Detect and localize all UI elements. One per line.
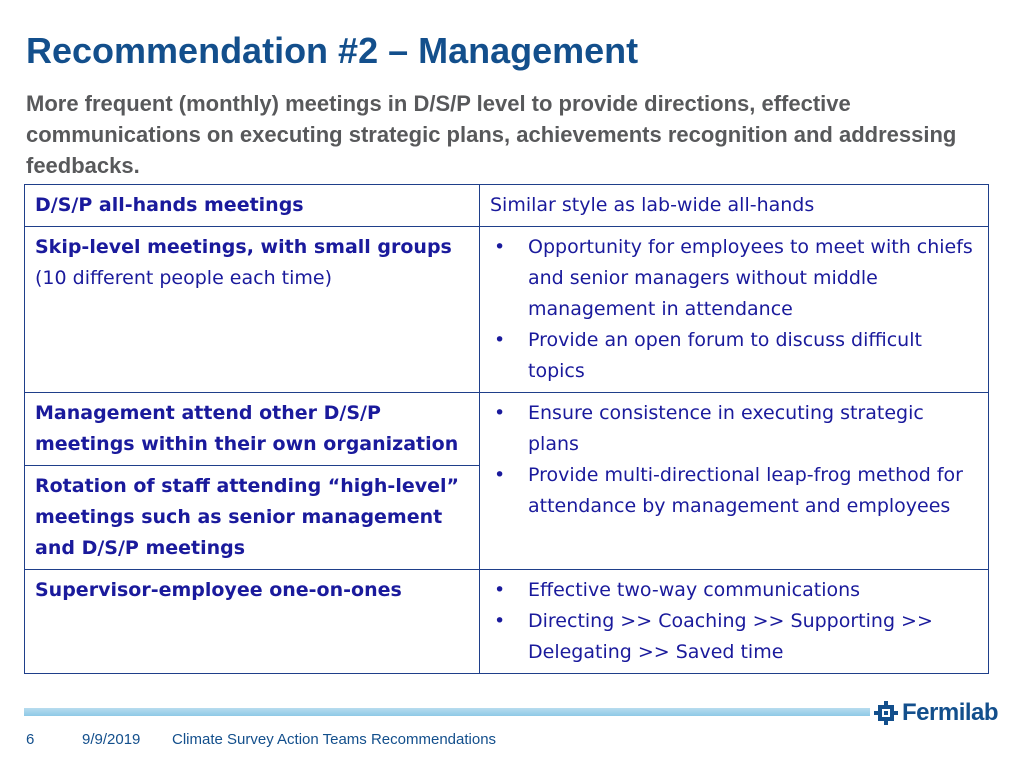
table-cell (480, 393, 989, 570)
table-row (25, 185, 989, 227)
table-cell (480, 227, 989, 393)
bullet-list (490, 398, 978, 522)
list-item: • Provide multi-directional leap-frog method for attendance by management and employees (490, 460, 978, 522)
table-cell (480, 185, 989, 227)
fermilab-logo (874, 700, 998, 726)
list-item: • Effective two-way communications (490, 575, 978, 606)
table-row (25, 393, 989, 466)
page-number: 6 (26, 731, 35, 748)
list-item: • Ensure consistence in executing strategic plans (490, 398, 978, 460)
footer-caption: Climate Survey Action Teams Recommendations (172, 731, 497, 748)
table-cell (25, 570, 480, 674)
bullet-list (490, 232, 978, 387)
table-row (25, 227, 989, 393)
row-heading-note: (10 different people each time) (35, 267, 333, 289)
fermilab-icon (874, 701, 898, 725)
row-heading: Skip-level meetings, with small groups (35, 236, 452, 258)
footer-date: 9/9/2019 (82, 731, 141, 748)
row-heading: D/S/P all-hands meetings (35, 194, 304, 216)
list-item: • Provide an open forum to discuss difficult topics (490, 325, 978, 387)
logo-text: Fermilab (902, 699, 999, 726)
slide-title: Recommendation #2 – Management (26, 30, 639, 71)
table-cell (25, 393, 480, 466)
slide-subtitle: More frequent (monthly) meetings in D/S/P level to provide directions, effective communications on executing strategic plans, achievements recognition and addressing feedbacks. (26, 91, 957, 178)
table-cell (25, 227, 480, 393)
row-heading: Rotation of staff attending “high-level” meetings such as senior management and D/S/P meetings (35, 475, 459, 559)
table-row (25, 570, 989, 674)
table-cell (25, 185, 480, 227)
row-heading: Supervisor-employee one-on-ones (35, 579, 402, 601)
bullet-list (490, 575, 978, 668)
footer-divider-bar (24, 708, 870, 716)
table-cell (25, 466, 480, 570)
recommendations-table (24, 184, 989, 674)
list-item: • Opportunity for employees to meet with chiefs and senior managers without middle management in attendance (490, 232, 978, 325)
row-heading: Management attend other D/S/P meetings within their own organization (35, 402, 459, 455)
row-description: Similar style as lab-wide all-hands (490, 194, 815, 216)
table-cell (480, 570, 989, 674)
list-item: • Directing >> Coaching >> Supporting >> Delegating >> Saved time (490, 606, 978, 668)
